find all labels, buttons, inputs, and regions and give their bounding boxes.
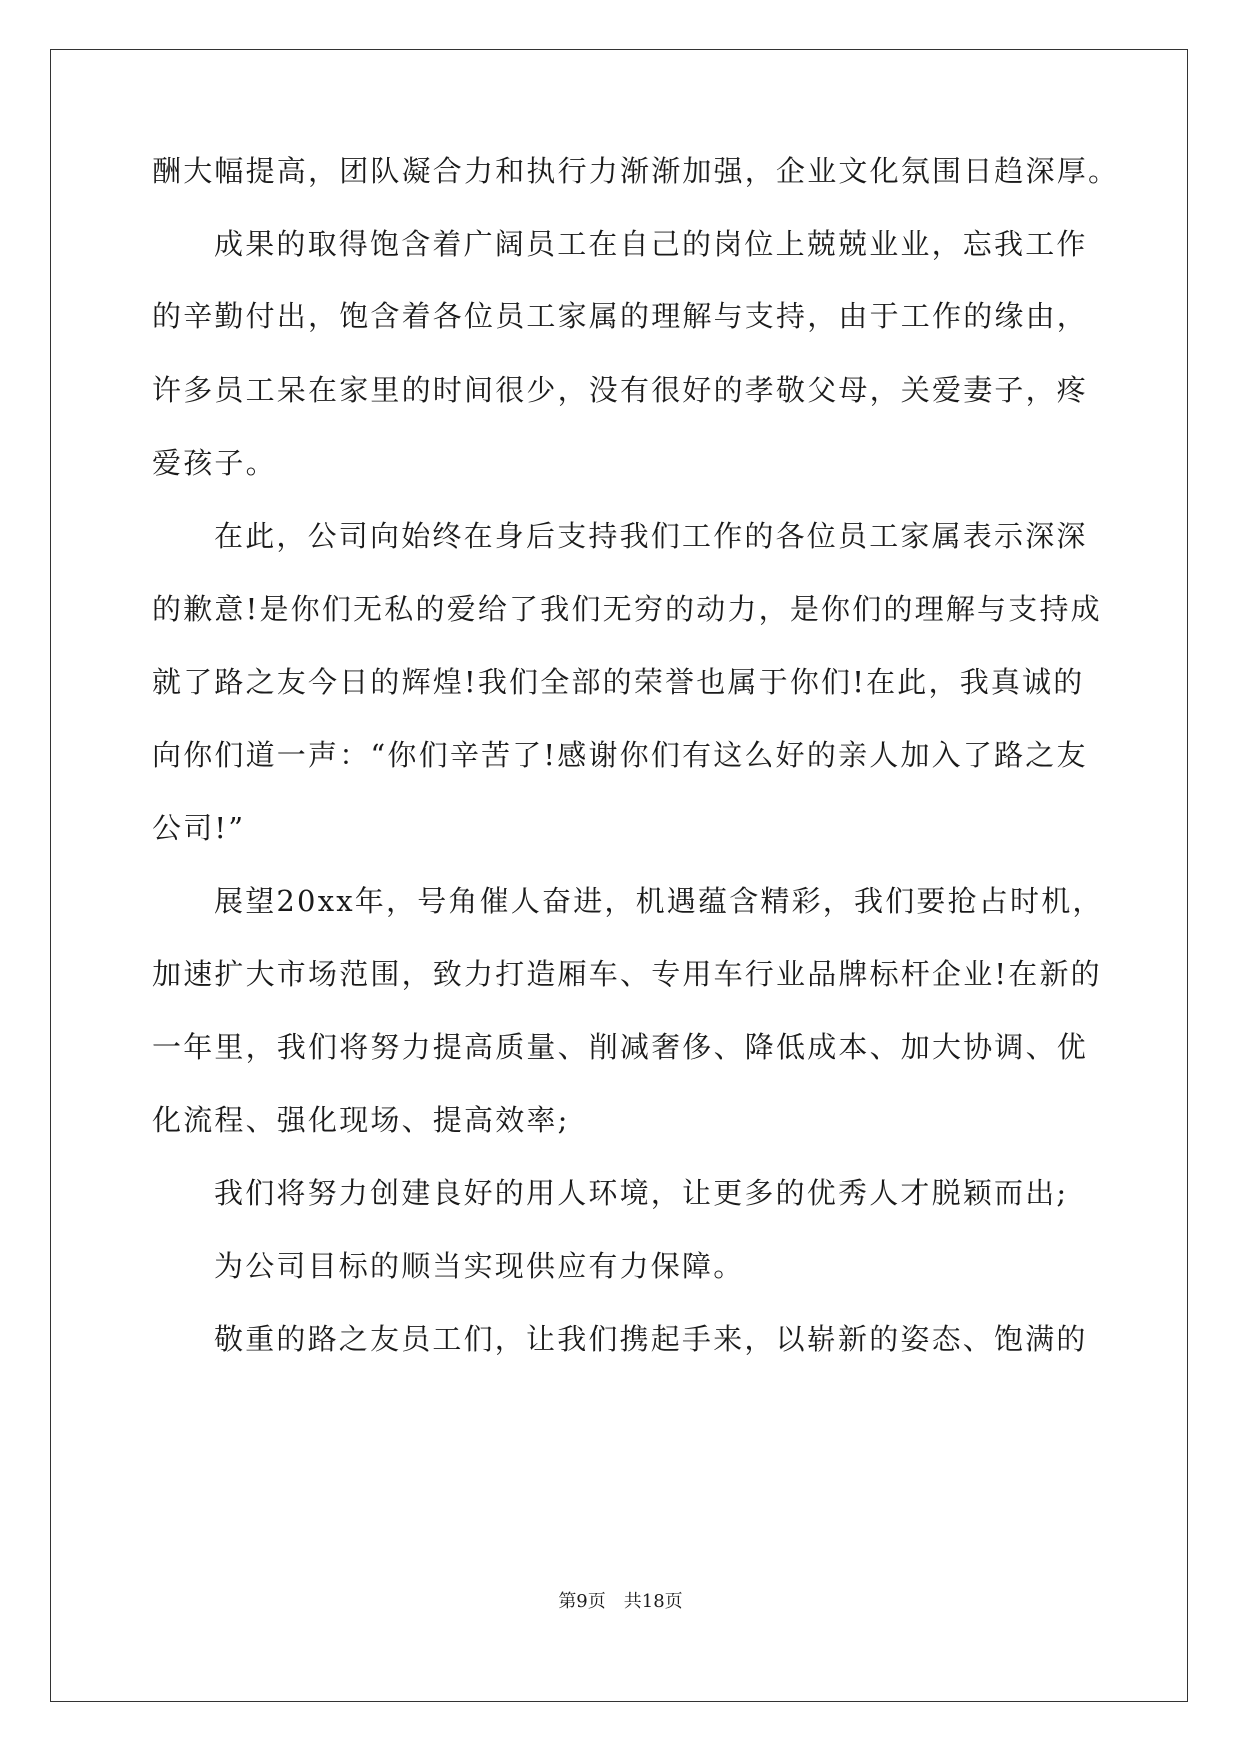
text-line: 化流程、强化现场、提高效率; [152, 1103, 570, 1137]
text-line: 敬重的路之友员工们，让我们携起手来，以崭新的姿态、饱满的 [214, 1322, 1088, 1356]
page-footer [0, 1590, 1241, 1614]
text-line: 成果的取得饱含着广阔员工在自己的岗位上兢兢业业，忘我工作 [214, 227, 1088, 261]
text-line: 公司!” [152, 811, 246, 845]
page-total: 共18页 [623, 1591, 683, 1612]
text-line: 向你们道一声：“你们辛苦了!感谢你们有这么好的亲人加入了路之友 [152, 738, 1088, 772]
page-number: 第9页 [558, 1591, 606, 1612]
text-line: 在此，公司向始终在身后支持我们工作的各位员工家属表示深深 [214, 519, 1088, 553]
text-line: 的歉意!是你们无私的爱给了我们无穷的动力，是你们的理解与支持成 [152, 592, 1102, 626]
text-line: 为公司目标的顺当实现供应有力保障。 [214, 1249, 745, 1283]
text-line: 爱孩子。 [152, 446, 277, 480]
text-line: 的辛勤付出，饱含着各位员工家属的理解与支持，由于工作的缘由， [152, 299, 1089, 333]
text-line: 一年里，我们将努力提高质量、削减奢侈、降低成本、加大协调、优 [152, 1030, 1089, 1064]
text-line: 酬大幅提高，团队凝合力和执行力渐渐加强，企业文化氛围日趋深厚。 [152, 154, 1120, 188]
text-line: 就了路之友今日的辉煌!我们全部的荣誉也属于你们!在此，我真诚的 [152, 665, 1085, 699]
text-line: 许多员工呆在家里的时间很少，没有很好的孝敬父母，关爱妻子，疼 [152, 373, 1089, 407]
text-line: 加速扩大市场范围，致力打造厢车、专用车行业品牌标杆企业!在新的 [152, 957, 1102, 991]
text-line: 我们将努力创建良好的用人环境，让更多的优秀人才脱颖而出; [214, 1176, 1069, 1210]
text-line: 展望20xx年，号角催人奋进，机遇蕴含精彩，我们要抢占时机， [214, 884, 1104, 918]
